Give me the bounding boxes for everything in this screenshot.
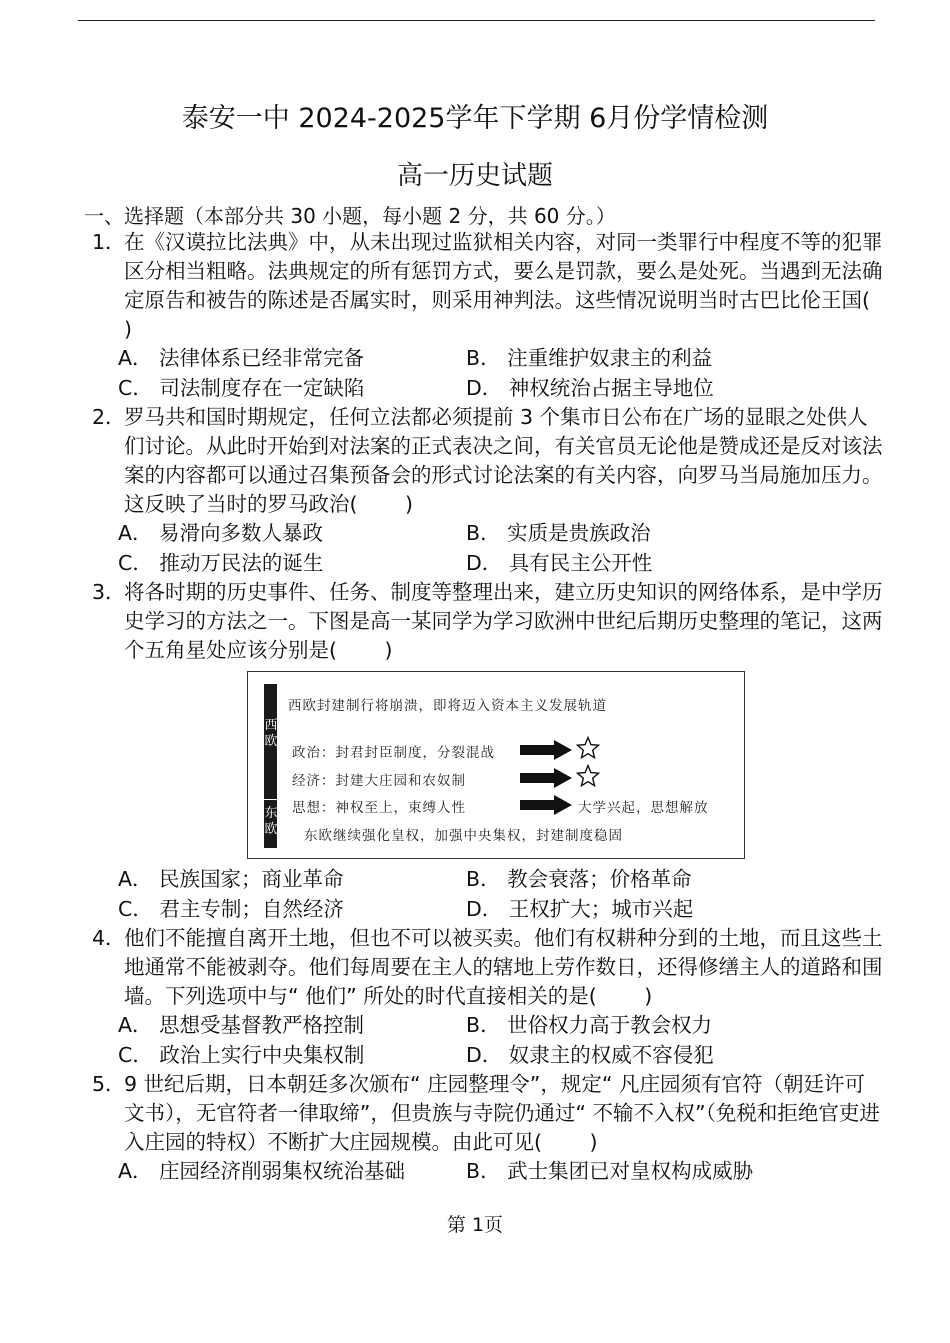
exam-title: 泰安一中 2024-2025学年下学期 6月份学情检测 — [181, 103, 769, 134]
option-a[interactable]: A． 法律体系已经非常完备 — [118, 346, 365, 370]
figure-bottom-line: 东欧继续强化皇权，加强中央集权，封建制度稳固 — [304, 828, 623, 844]
question-stem — [84, 924, 884, 1011]
option-grid — [118, 1011, 884, 1070]
top-rule — [78, 20, 875, 21]
question-text: 他们不能擅自离开土地，但也不可以被买卖。他们有权耕种分到的土地，而且这些土地通常不能被剥夺。他们每周要在主人的辖地上劳作数日，还得修缮主人的道路和围墙。下列选项中与“ 他们” 所处的时代直接相关的是( ) — [124, 926, 883, 1008]
question-2 — [84, 403, 884, 578]
question-stem — [84, 228, 918, 344]
option-c[interactable]: C． 司法制度存在一定缺陷 — [118, 375, 365, 400]
question-3 — [84, 578, 884, 924]
arrow-right-icon — [520, 740, 572, 760]
figure-row-thought-result: 大学兴起，思想解放 — [578, 800, 709, 816]
option-c[interactable]: C． 政治上实行中央集权制 — [118, 1042, 365, 1067]
question-number: 4． — [92, 926, 126, 950]
question-number: 2． — [92, 405, 126, 429]
question-number: 5． — [92, 1072, 126, 1096]
figure-top-line: 西欧封建制行将崩溃，即将迈入资本主义发展轨道 — [288, 698, 607, 714]
question-text: 罗马共和国时期规定，任何立法都必须提前 3 个集市日公布在广场的显眼之处供人们讨论。从此时开始到对法案的正式表决之间，有关官员无论他是赞成还是反对该法案的内容都可以通过召集预备会的形式讨论法案的有关内容，向罗马当局施加压力。这反映了当时的罗马政治( ) — [124, 405, 883, 516]
option-a[interactable]: A． 易滑向多数人暴政 — [118, 521, 324, 545]
star-outline-icon — [576, 736, 600, 760]
option-grid — [118, 519, 884, 578]
question-number: 1． — [92, 230, 126, 254]
star-outline-icon — [576, 764, 600, 788]
figure-row-economy: 经济：封建大庄园和农奴制 — [292, 773, 466, 789]
option-a[interactable]: A． 思想受基督教严格控制 — [118, 1013, 365, 1037]
question-list — [84, 228, 918, 1187]
question-5 — [84, 1070, 884, 1187]
option-b[interactable]: B． 世俗权力高于教会权力 — [466, 1013, 713, 1037]
exam-subtitle: 高一历史试题 — [396, 161, 553, 191]
figure-row-politics: 政治：封君封臣制度，分裂混战 — [292, 745, 495, 761]
option-a[interactable]: A． 民族国家；商业革命 — [118, 867, 344, 891]
west-europe-label: 西欧 — [264, 718, 278, 749]
arrow-right-icon — [520, 768, 572, 788]
page-number: 第 1页 — [446, 1214, 504, 1236]
option-a[interactable]: A． 庄园经济削弱集权统治基础 — [118, 1159, 406, 1183]
option-d[interactable]: D． 奴隶主的权威不容侵犯 — [466, 1042, 714, 1067]
notes-figure — [247, 671, 745, 859]
option-b[interactable]: B． 实质是贵族政治 — [466, 521, 651, 545]
option-c[interactable]: C． 君主专制；自然经济 — [118, 896, 344, 921]
option-grid — [118, 344, 884, 403]
option-c[interactable]: C． 推动万民法的诞生 — [118, 550, 324, 575]
option-grid — [118, 865, 884, 924]
question-stem — [84, 1070, 884, 1157]
question-text: 在《汉谟拉比法典》中，从未出现过监狱相关内容，对同一类罪行中程度不等的犯罪区分相当粗略。法典规定的所有惩罚方式，要么是罚款，要么是处死。当遇到无法确定原告和被告的陈述是否属实时，则采用神判法。这些情况说明当时古巴比伦王国( ) — [124, 230, 918, 341]
east-europe-label: 东欧 — [264, 806, 278, 837]
section-heading: 一、选择题（本部分共 30 小题，每小题 2 分，共 60 分。） — [84, 204, 616, 228]
question-text: 9 世纪后期，日本朝廷多次颁布“ 庄园整理令”，规定“ 凡庄园须有官符（朝廷许可文书），无官符者一律取缔”，但贵族与寺院仍通过“ 不输不入权”（免税和拒绝官吏进入庄园的特权）不断扩大庄园规模。由此可见( ) — [124, 1072, 880, 1154]
question-number: 3． — [92, 580, 126, 604]
question-stem — [84, 578, 884, 665]
arrow-right-icon — [520, 795, 572, 815]
option-b[interactable]: B． 教会衰落；价格革命 — [466, 867, 692, 891]
question-stem — [84, 403, 884, 519]
question-1 — [84, 228, 918, 403]
figure-row-thought: 思想：神权至上，束缚人性 — [292, 800, 466, 816]
option-d[interactable]: D． 神权统治占据主导地位 — [466, 375, 714, 400]
option-grid — [118, 1157, 884, 1187]
question-4 — [84, 924, 884, 1070]
option-b[interactable]: B． 武士集团已对皇权构成威胁 — [466, 1159, 754, 1183]
option-d[interactable]: D． 王权扩大；城市兴起 — [466, 896, 694, 921]
option-d[interactable]: D． 具有民主公开性 — [466, 550, 653, 575]
option-b[interactable]: B． 注重维护奴隶主的利益 — [466, 346, 713, 370]
question-text: 将各时期的历史事件、任务、制度等整理出来，建立历史知识的网络体系，是中学历史学习的方法之一。下图是高一某同学为学习欧洲中世纪后期历史整理的笔记，这两个五角星处应该分别是( ) — [124, 580, 883, 662]
